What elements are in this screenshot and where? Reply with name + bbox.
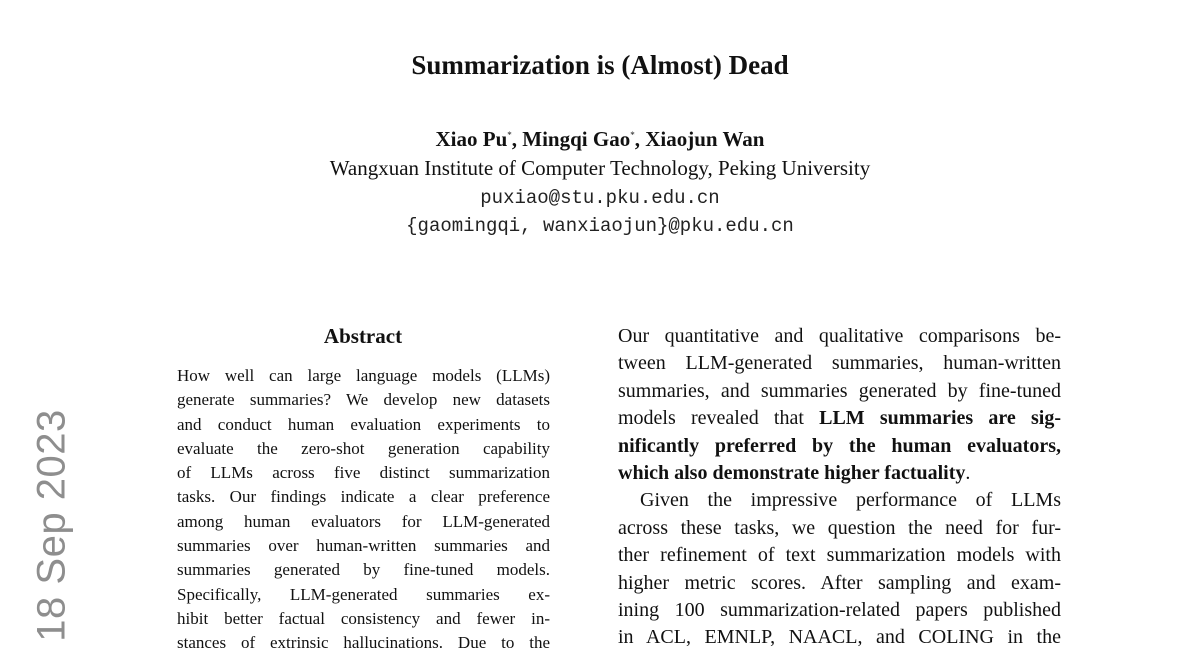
body-line-mixed: [618, 405, 1061, 432]
arxiv-date-text: 18 Sep 2023: [29, 408, 74, 642]
abstract-line: hibit better factual consistency and fewer in-: [177, 608, 550, 628]
author-name: Xiao Pu: [435, 127, 508, 151]
abstract-line: stances of extrinsic hallucinations. Due to the: [177, 633, 550, 653]
abstract-line: among human evaluators for LLM-generated: [177, 511, 550, 531]
abstract-line: generate summaries? We develop new datasets: [177, 390, 550, 410]
author-separator: ,: [634, 127, 646, 151]
body-line: in ACL, EMNLP, NAACL, and COLING in the: [618, 626, 1061, 649]
author-name: Mingqi Gao: [522, 127, 631, 151]
bold-claim-line: [618, 433, 1061, 460]
right-column-body: [618, 323, 1061, 652]
body-line: across these tasks, we question the need for fur-: [618, 516, 1061, 539]
body-line: higher metric scores. After sampling and exam-: [618, 571, 1061, 594]
body-line: ther refinement of text summarization models with: [618, 544, 1061, 567]
abstract-line: How well can large language models (LLMs): [177, 366, 550, 385]
equal-contribution-mark: *: [507, 130, 512, 140]
equal-contribution-mark: *: [630, 130, 635, 140]
author-separator: ,: [511, 127, 523, 151]
author-affiliation: Wangxuan Institute of Computer Technology, Peking University: [329, 156, 871, 180]
abstract-line: and conduct human evaluation experiments to: [177, 414, 550, 434]
abstract-line: summaries over human-written summaries and: [177, 536, 550, 556]
body-line: Given the impressive performance of LLMs: [640, 489, 1061, 512]
body-text: models revealed that: [618, 407, 820, 430]
abstract-line: of LLMs across five distinct summarization: [177, 463, 550, 483]
body-line: tween LLM-generated summaries, human-written: [618, 352, 1061, 375]
body-line: summaries, and summaries generated by fine-tuned: [618, 379, 1061, 402]
author-name: Xiaojun Wan: [645, 127, 765, 151]
author-email: {gaomingqi, wanxiaojun}@pku.edu.cn: [406, 215, 794, 237]
paper-title: Summarization is (Almost) Dead: [411, 50, 789, 80]
bold-claim-text: nificantly preferred by the human evaluators,: [618, 434, 1061, 457]
abstract-line: summaries generated by fine-tuned models.: [177, 560, 550, 580]
body-paragraph-1: [618, 323, 1061, 487]
abstract-line: Specifically, LLM-generated summaries ex-: [177, 584, 550, 604]
body-line: ining 100 summarization-related papers published: [618, 599, 1061, 622]
abstract-line: tasks. Our findings indicate a clear preference: [177, 487, 550, 507]
bold-claim-text: which also demonstrate higher factuality: [618, 462, 966, 485]
arxiv-date-stamp: [28, 408, 76, 642]
body-line: Our quantitative and qualitative comparisons be-: [618, 325, 1061, 347]
abstract-heading: Abstract: [323, 324, 403, 348]
author-line: [0, 125, 1200, 153]
abstract-body: [177, 364, 550, 656]
sentence-period: .: [965, 462, 971, 485]
bold-claim-text: LLM summaries are sig-: [819, 407, 1061, 430]
author-email: puxiao@stu.pku.edu.cn: [480, 187, 720, 209]
bold-claim-line: [618, 460, 1061, 487]
abstract-line: evaluate the zero-shot generation capability: [177, 438, 550, 458]
body-paragraph-2: [618, 487, 1061, 651]
